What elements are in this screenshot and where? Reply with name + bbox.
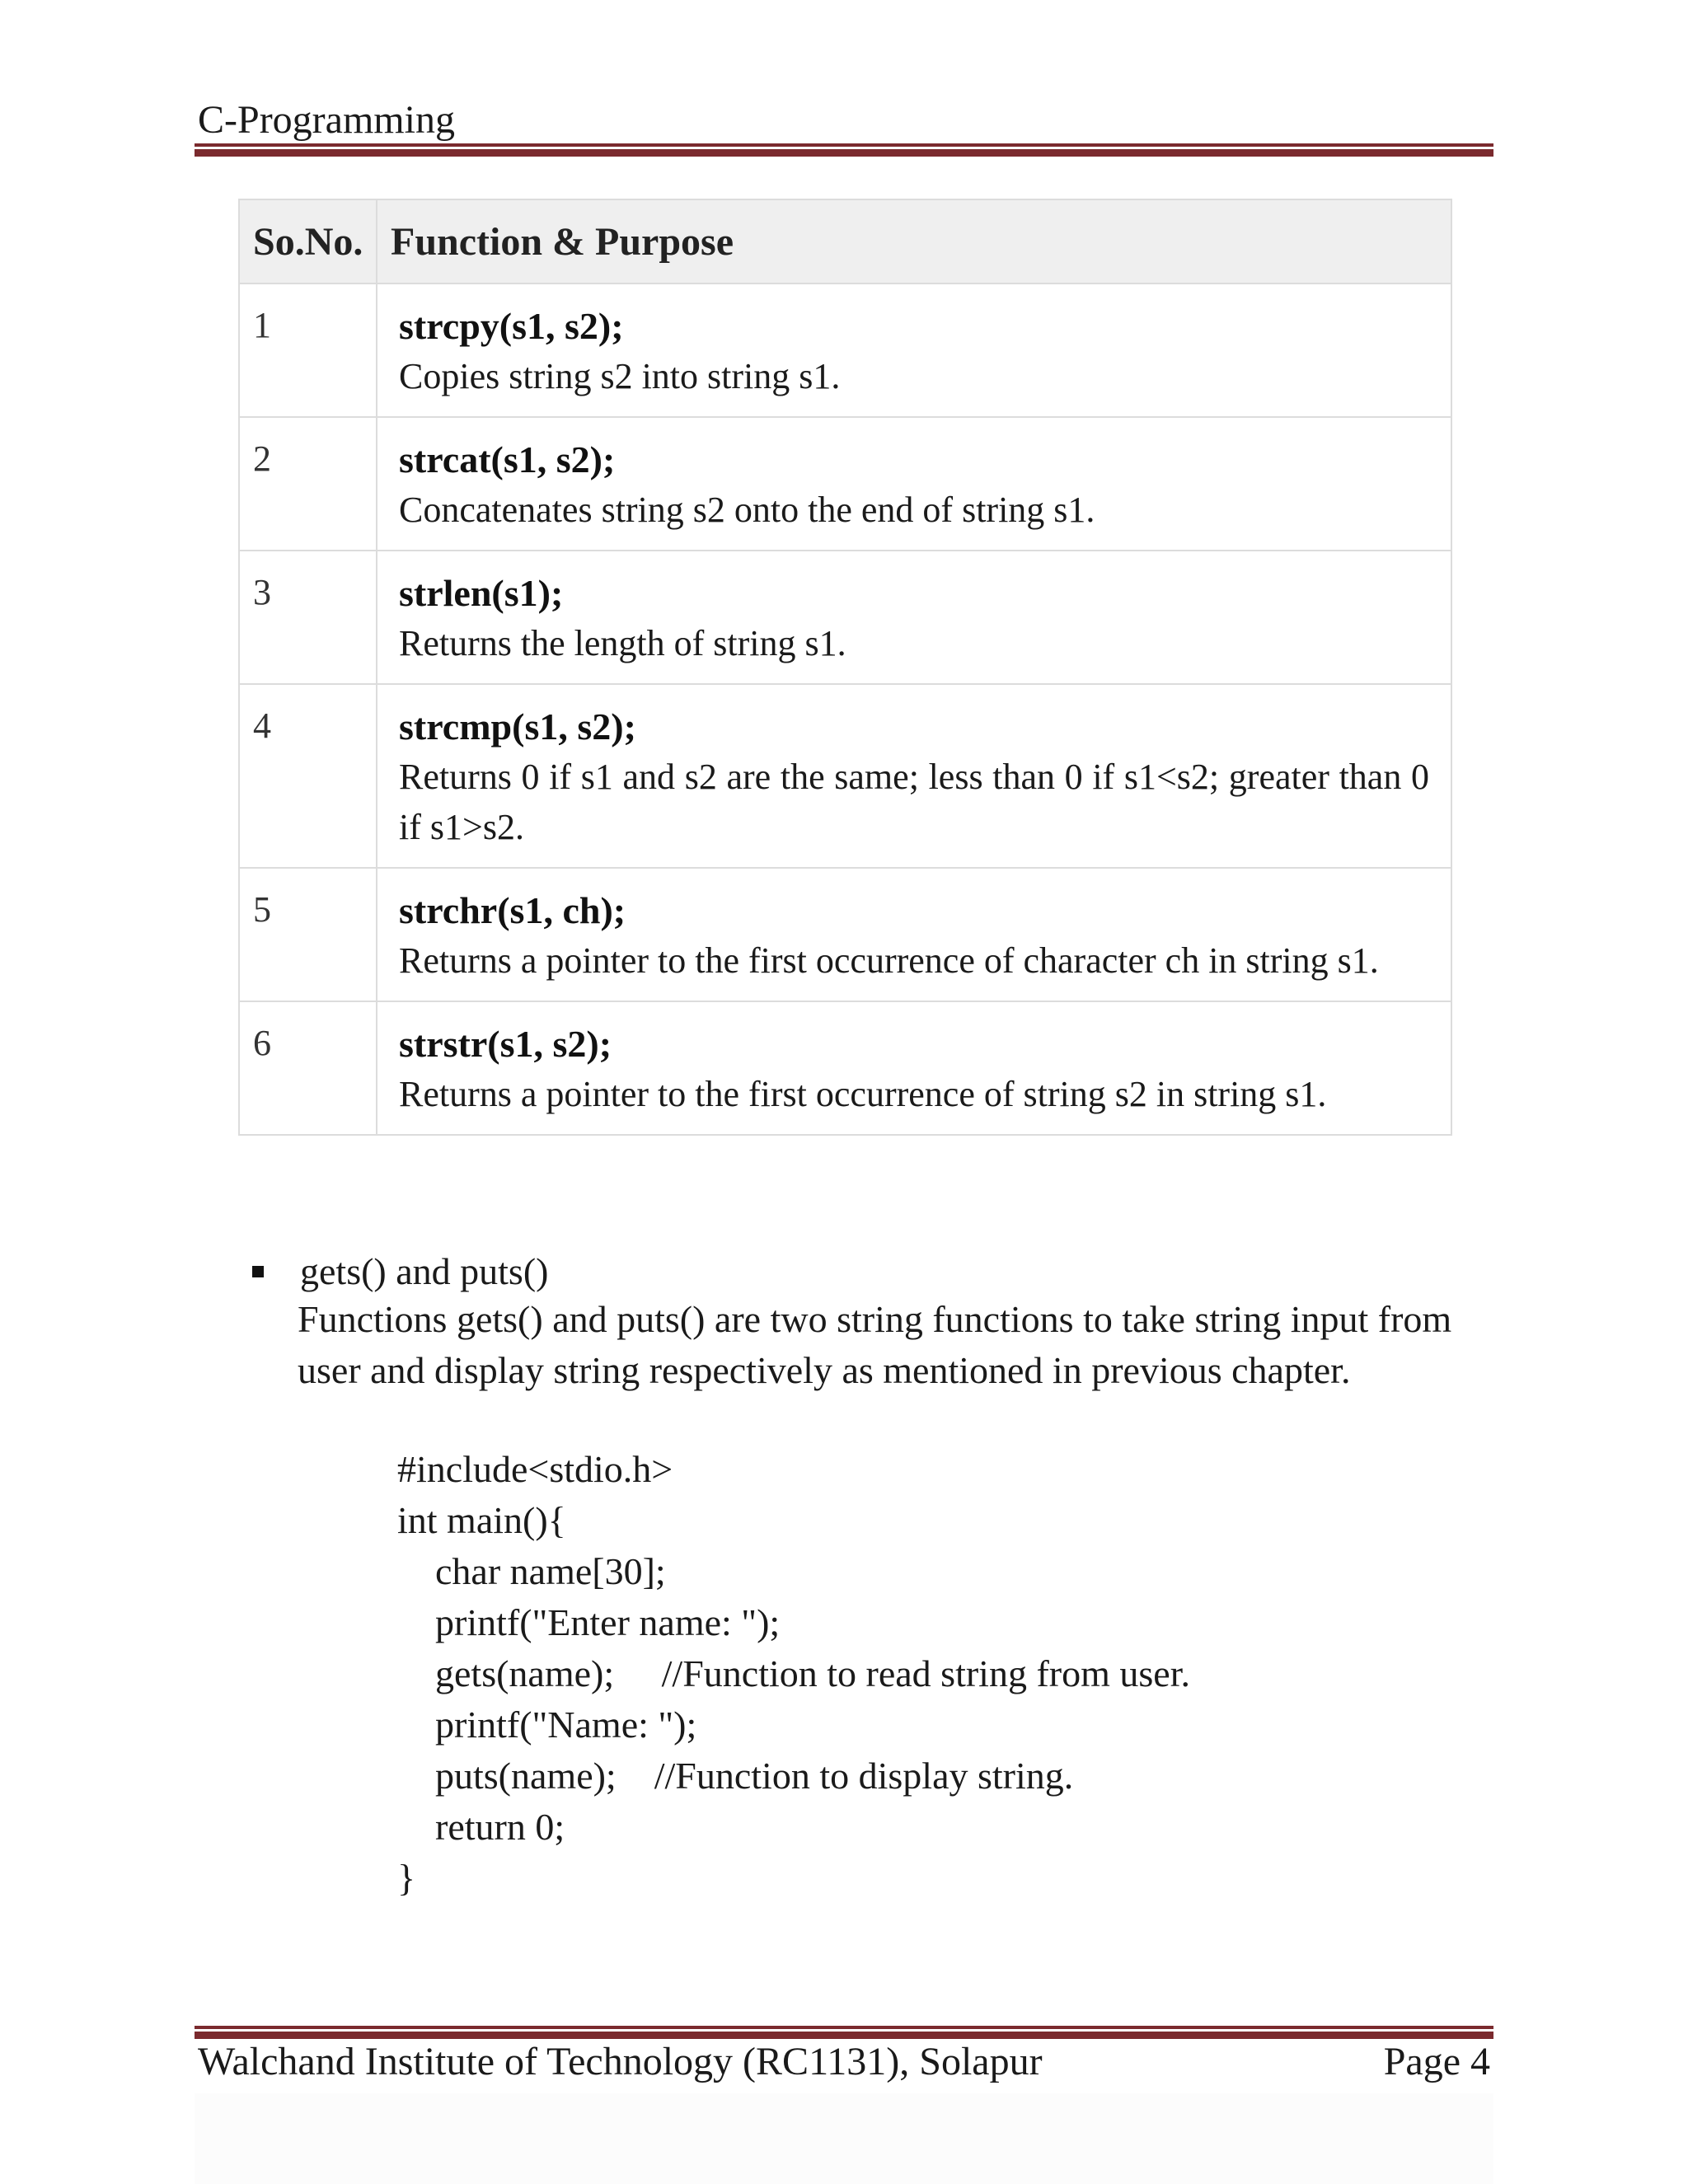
row-number: 6 — [239, 1001, 377, 1135]
code-line: return 0; — [435, 1806, 565, 1848]
function-purpose: Returns a pointer to the first occurrence of character ch in string s1. — [399, 940, 1379, 981]
code-line: } — [397, 1857, 416, 1899]
table-row — [239, 1001, 1451, 1135]
table-row — [239, 417, 1451, 551]
table-row — [239, 684, 1451, 868]
row-number: 2 — [239, 417, 377, 551]
table-header-row — [239, 199, 1451, 284]
code-line: int main(){ — [397, 1499, 566, 1541]
function-name: strchr(s1, ch); — [399, 889, 626, 931]
function-purpose: Copies string s2 into string s1. — [399, 356, 841, 396]
row-description — [377, 868, 1451, 1001]
document-header-title: C-Programming — [198, 98, 455, 142]
row-number: 3 — [239, 551, 377, 684]
header-rule — [195, 143, 1493, 157]
row-description — [377, 284, 1451, 417]
function-purpose: Returns the length of string s1. — [399, 623, 846, 663]
table-row — [239, 551, 1451, 684]
row-description — [377, 551, 1451, 684]
code-line: puts(name); //Function to display string. — [435, 1755, 1074, 1797]
function-name: strcmp(s1, s2); — [399, 705, 636, 748]
code-line: printf("Name: "); — [435, 1704, 697, 1746]
footer-institute: Walchand Institute of Technology (RC1131), Solapur — [198, 2040, 1043, 2083]
function-purpose: Returns 0 if s1 and s2 are the same; less than 0 if s1<s2; greater than 0 if s1>s2. — [399, 757, 1429, 847]
code-line: gets(name); //Function to read string from user. — [435, 1652, 1190, 1694]
section-body — [298, 1294, 1484, 1396]
row-description — [377, 684, 1451, 868]
row-description — [377, 1001, 1451, 1135]
code-line: #include<stdio.h> — [397, 1448, 673, 1490]
code-example — [397, 1444, 1190, 1904]
function-name: strstr(s1, s2); — [399, 1023, 612, 1065]
table-row — [239, 868, 1451, 1001]
column-header-function: Function & Purpose — [377, 199, 1451, 284]
section-heading-text: gets() and puts() — [300, 1250, 549, 1292]
row-number: 1 — [239, 284, 377, 417]
body-line: Functions gets() and puts() are two string functions to take string input from — [298, 1298, 1452, 1340]
row-number: 5 — [239, 868, 377, 1001]
function-name: strlen(s1); — [399, 572, 564, 614]
page-number: Page 4 — [1383, 2040, 1490, 2083]
function-name: strcat(s1, s2); — [399, 438, 616, 480]
string-functions-table — [238, 199, 1452, 1136]
table-row — [239, 284, 1451, 417]
function-purpose: Returns a pointer to the first occurrence of string s2 in string s1. — [399, 1074, 1327, 1114]
code-line: printf("Enter name: "); — [435, 1601, 781, 1643]
section-heading — [252, 1246, 548, 1297]
column-header-serial: So.No. — [239, 199, 377, 284]
body-line: user and display string respectively as mentioned in previous chapter. — [298, 1349, 1351, 1391]
code-line: char name[30]; — [435, 1550, 666, 1592]
footer-background — [195, 2093, 1493, 2184]
square-bullet-icon — [252, 1266, 264, 1277]
row-number: 4 — [239, 684, 377, 868]
function-name: strcpy(s1, s2); — [399, 305, 624, 347]
function-purpose: Concatenates string s2 onto the end of string s1. — [399, 490, 1095, 530]
row-description — [377, 417, 1451, 551]
